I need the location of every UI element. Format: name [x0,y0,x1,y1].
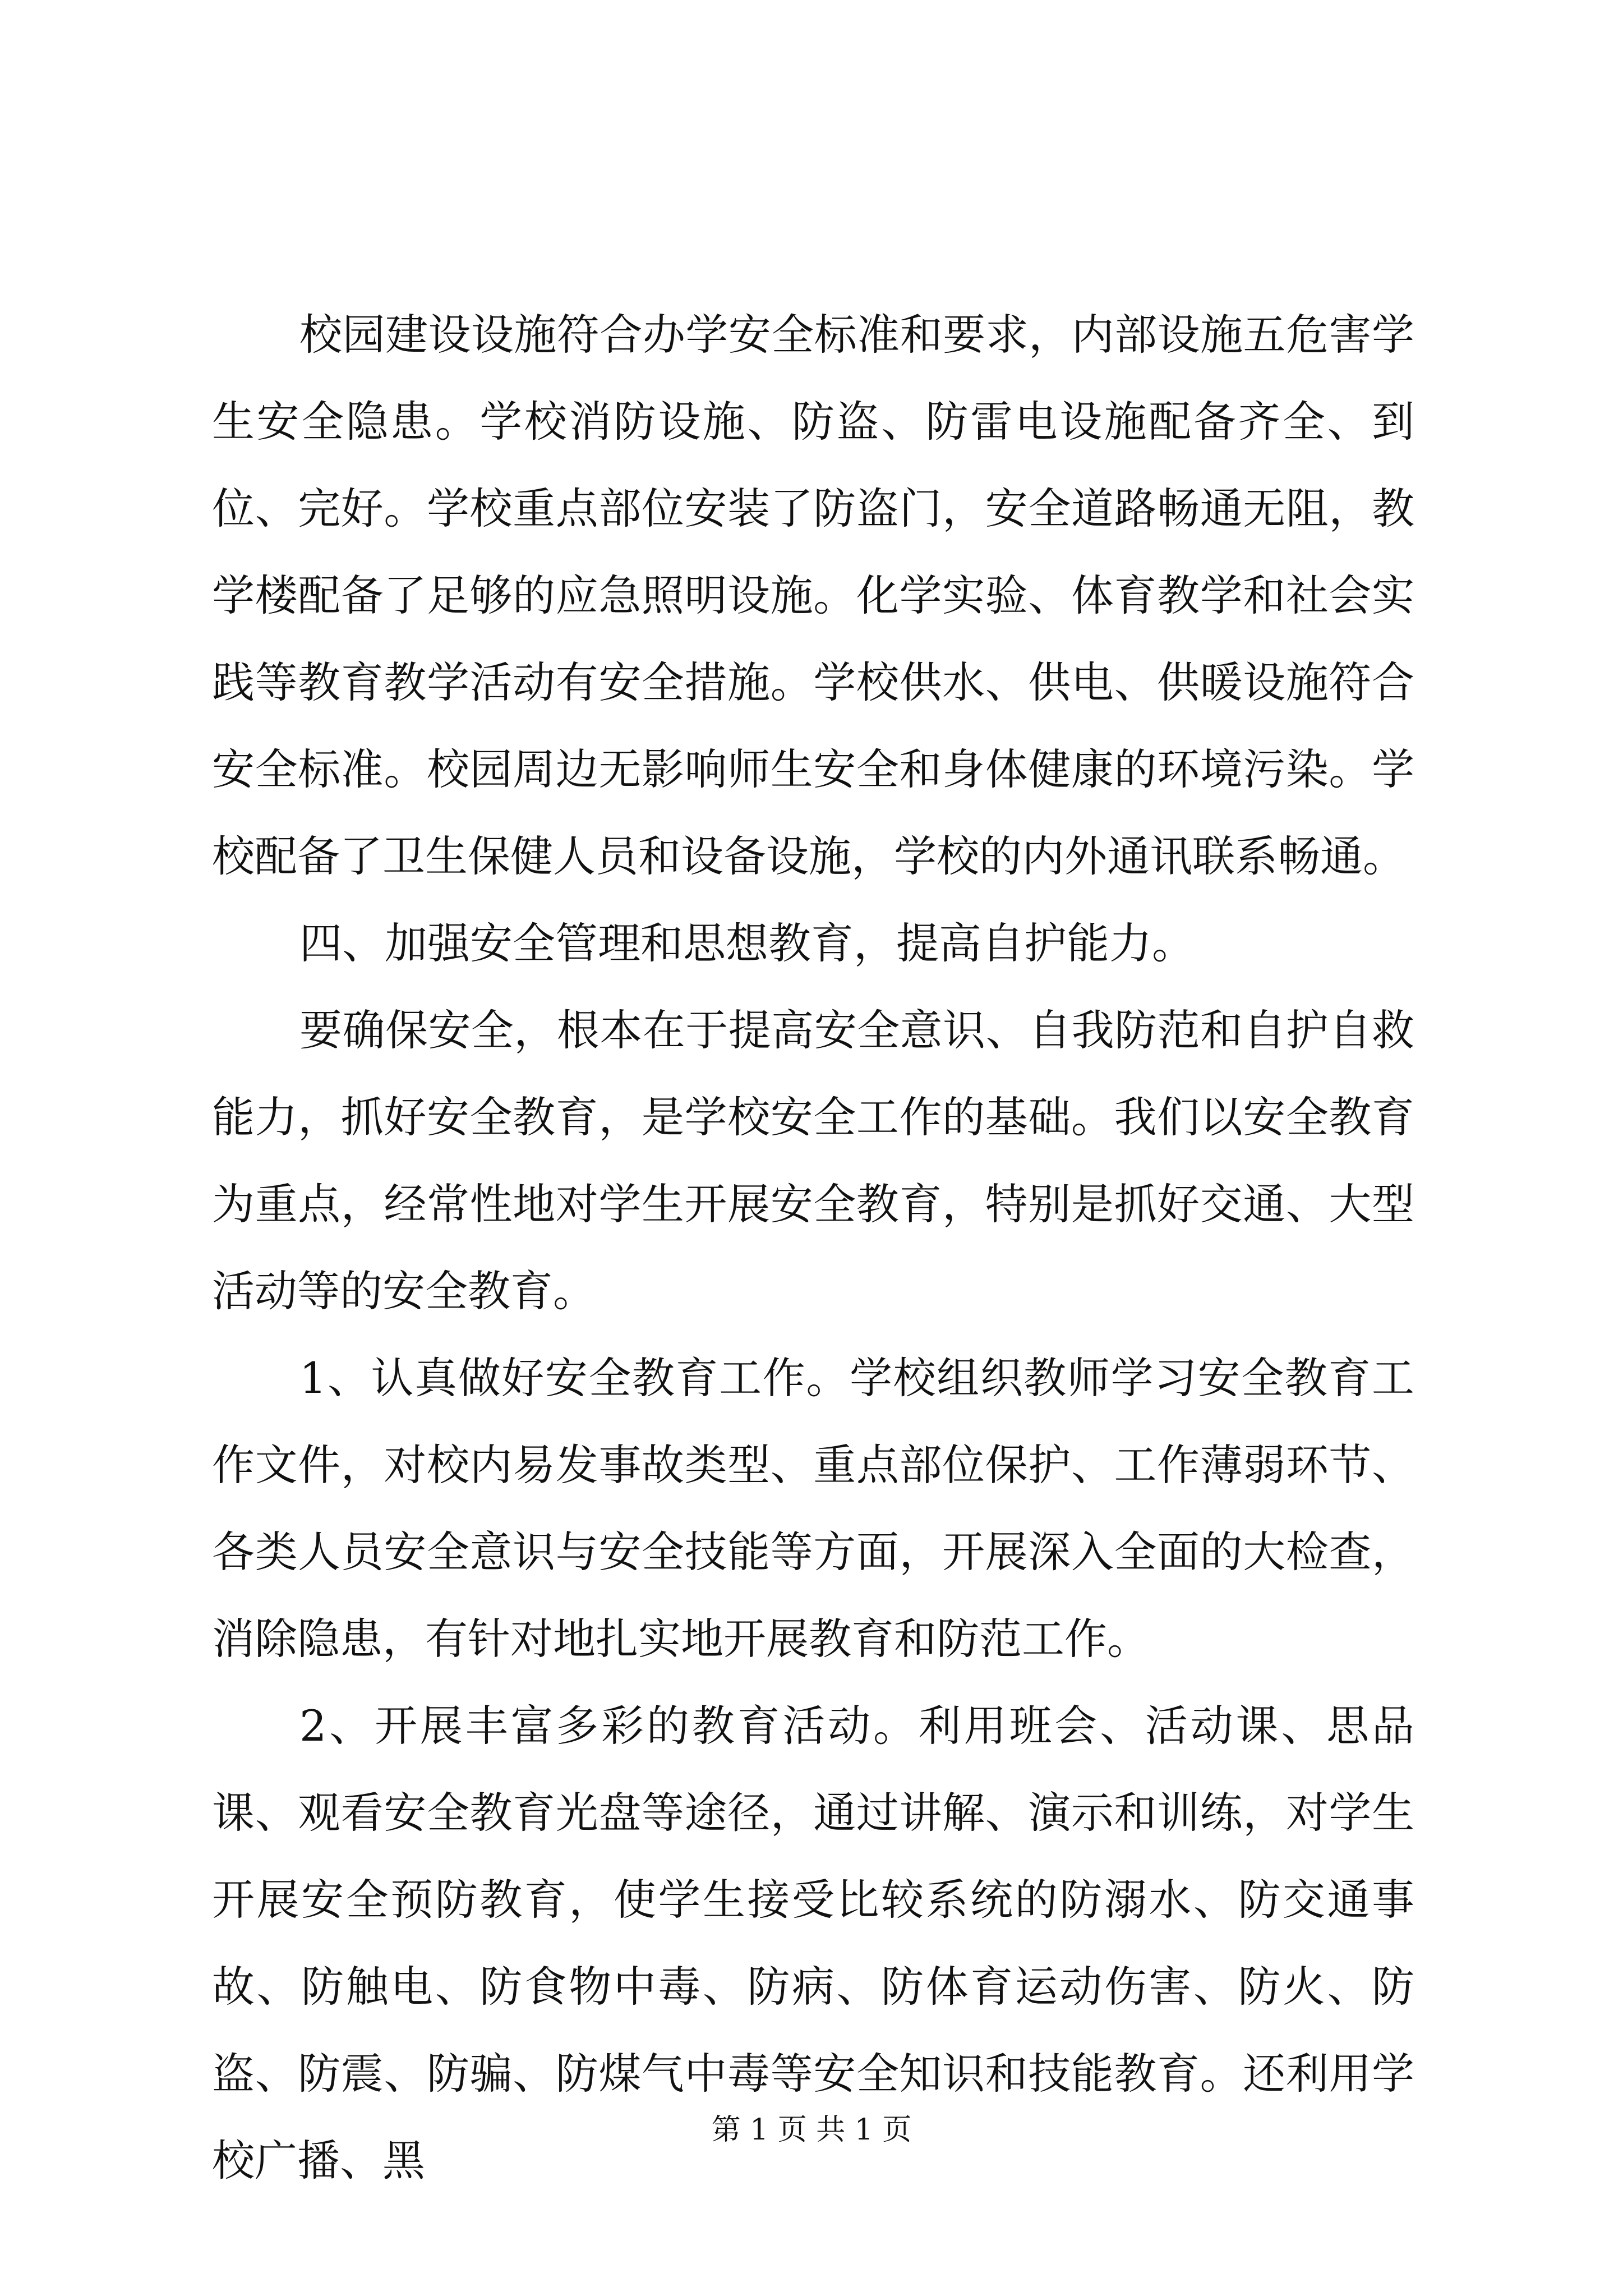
paragraph-safety-awareness: 要确保安全，根本在于提高安全意识、自我防范和自护自救能力，抓好安全教育，是学校安全工作的基础。我们以安全教育为重点，经常性地对学生开展安全教育，特别是抓好交通、大型活动等的安全教育。 [212,1005,1414,1316]
paragraph-item-two: 2、开展丰富多彩的教育活动。利用班会、活动课、思品课、观看安全教育光盘等途径，通过讲解、演示和训练，对学生开展安全预防教育，使学生接受比较系统的防溺水、防交通事故、防触电、防食物中毒、防病、防体育运动伤害、防火、防盗、防震、防骗、防煤气中毒等安全知识和技能教育。还利用学校广播、黑 [212,1701,1414,2185]
document-body [212,291,1414,2204]
paragraph-item-one: 1、认真做好安全教育工作。学校组织教师学习安全教育工作文件，对校内易发事故类型、重点部位保护、工作薄弱环节、各类人员安全意识与安全技能等方面，开展深入全面的大检查，消除隐患，有针对地扎实地开展教育和防范工作。 [212,1353,1414,1664]
paragraph-section-four-heading: 四、加强安全管理和思想教育，提高自护能力。 [299,918,1195,968]
page-footer: 第 1 页 共 1 页 [711,2113,912,2147]
paragraph-facilities: 校园建设设施符合办学安全标准和要求，内部设施五危害学生安全隐患。学校消防设施、防盗、防雷电设施配备齐全、到位、完好。学校重点部位安装了防盗门，安全道路畅通无阻，教学楼配备了足够的应急照明设施。化学实验、体育教学和社会实践等教育教学活动有安全措施。学校供水、供电、供暖设施符合安全标准。校园周边无影响师生安全和身体健康的环境污染。学校配备了卫生保健人员和设备设施，学校的内外通讯联系畅通。 [212,310,1414,881]
